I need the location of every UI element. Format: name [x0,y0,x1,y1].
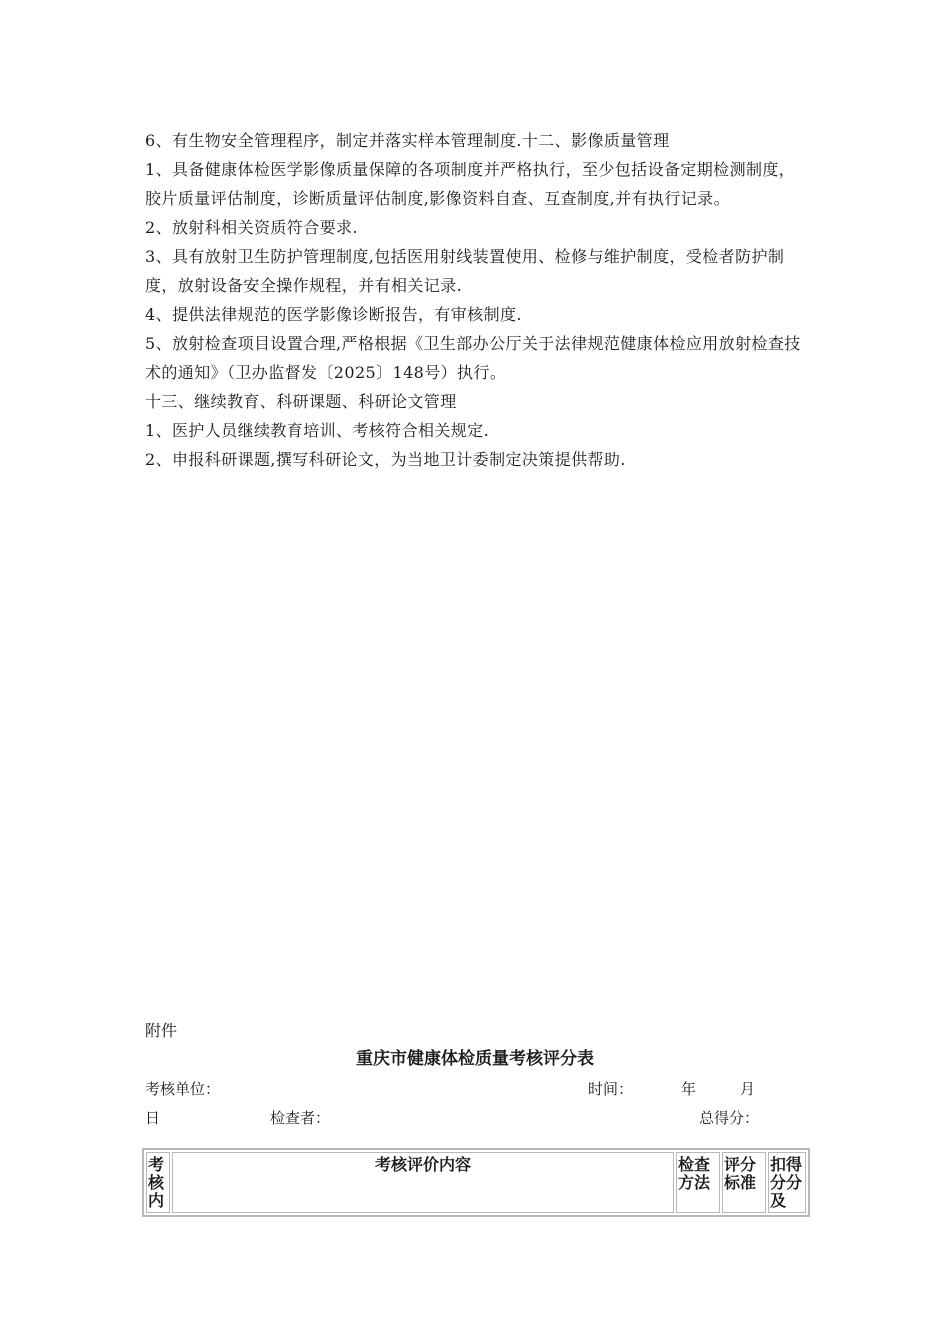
score-table [142,1148,810,1217]
header-check-method: 检查方法 [676,1152,720,1213]
paragraph: 6、有生物安全管理程序，制定并落实样本管理制度.十二、影像质量管理 [145,131,670,150]
paragraph: 2、申报科研课题,撰写科研论文，为当地卫计委制定决策提供帮助. [145,450,626,469]
total-score-label: 总得分： [699,1109,760,1127]
header-assessment-content: 考核评价内容 [172,1152,674,1213]
paragraph: 1、具备健康体检医学影像质量保障的各项制度并严格执行，至少包括设备定期检测制度，胶片质量评估制度，诊断质量评估制度,影像资料自查、互查制度,并有执行记录。 [145,160,796,208]
time-label: 时间： [588,1080,634,1098]
header-deduction: 扣得分分及 [768,1152,806,1213]
day-label: 日 [145,1109,161,1127]
paragraph: 2、放射科相关资质符合要求. [145,218,358,237]
body-text [145,126,810,474]
paragraph: 1、医护人员继续教育培训、考核符合相关规定. [145,421,490,440]
header-assessment-item: 考核内 [146,1152,170,1213]
form-title: 重庆市健康体检质量考核评分表 [356,1049,594,1069]
table-header-row [146,1152,806,1213]
attachment-label: 附件 [145,1021,178,1040]
unit-label: 考核单位： [145,1080,221,1098]
paragraph: 3、具有放射卫生防护管理制度,包括医用射线装置使用、检修与维护制度，受检者防护制度，放射设备安全操作规程，并有相关记录. [145,247,785,295]
paragraph: 4、提供法律规范的医学影像诊断报告，有审核制度. [145,305,522,324]
paragraph: 5、放射检查项目设置合理,严格根据《卫生部办公厅关于法律规范健康体检应用放射检查技术的通知》（卫办监督发〔2025〕148号）执行。 [145,334,801,382]
inspector-label: 检查者： [270,1109,331,1127]
header-scoring-standard: 评分标准 [722,1152,766,1213]
section-heading: 十三、继续教育、科研课题、科研论文管理 [145,392,457,411]
year-label: 年 [681,1080,697,1098]
month-label: 月 [740,1080,756,1098]
